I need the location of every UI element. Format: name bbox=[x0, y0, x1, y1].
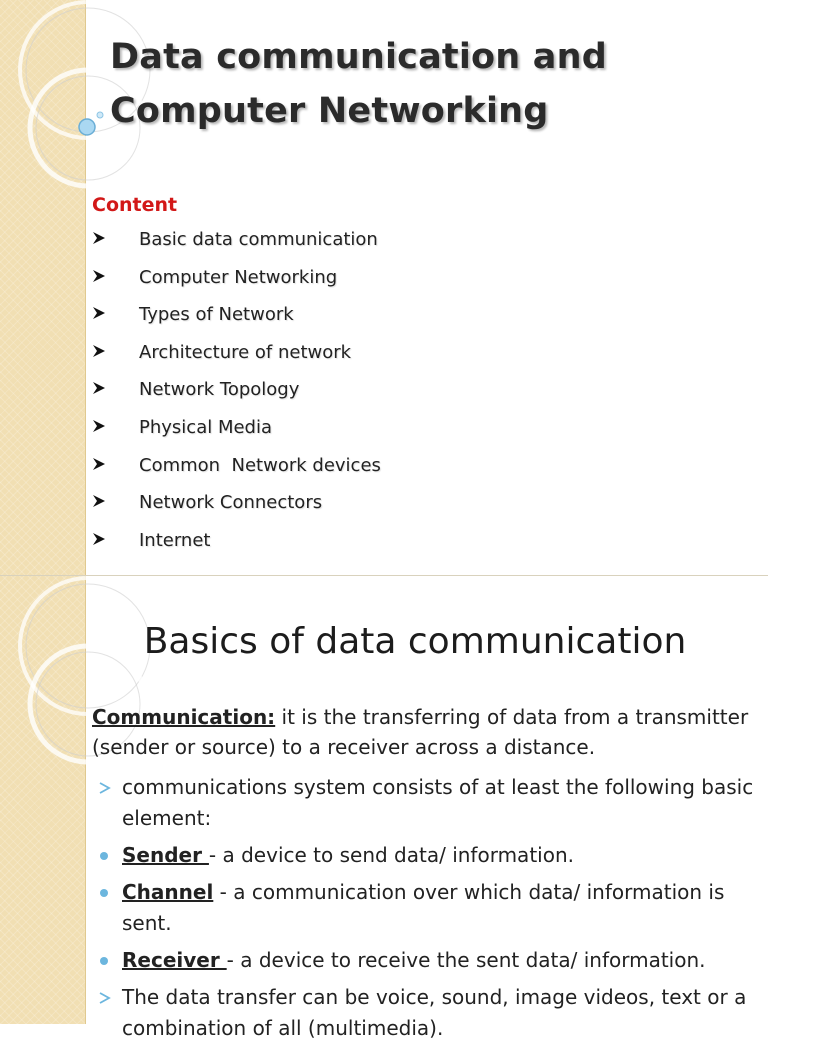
list-item-label: Types of Network bbox=[139, 304, 294, 326]
list-item bbox=[92, 840, 762, 871]
channel-term: Channel bbox=[122, 880, 214, 904]
list-item-label: Network Topology bbox=[139, 379, 300, 401]
list-item bbox=[92, 877, 762, 939]
channel-text: - a communication over which data/ information is sent. bbox=[122, 880, 725, 935]
list-item-label: Computer Networking bbox=[139, 266, 338, 288]
chevron-bullet-icon bbox=[98, 782, 110, 794]
chevron-bullet-icon bbox=[98, 992, 110, 1004]
arrowhead-bullet-icon bbox=[92, 419, 106, 433]
sender-text: - a device to send data/ information. bbox=[208, 843, 574, 867]
arrowhead-bullet-icon bbox=[92, 494, 106, 508]
list-item-label: Physical Media bbox=[139, 416, 273, 438]
content-heading: Content bbox=[92, 194, 178, 216]
list-item bbox=[92, 982, 762, 1044]
list-item-label: Internet bbox=[139, 529, 211, 551]
arrowhead-bullet-icon bbox=[92, 306, 106, 320]
slide-2 bbox=[0, 576, 768, 1040]
communication-term: Communication: bbox=[92, 705, 276, 729]
arrowhead-bullet-icon bbox=[92, 381, 106, 395]
element-list bbox=[92, 772, 762, 1050]
system-text: communications system consists of at least the following basic element: bbox=[122, 775, 754, 830]
list-item bbox=[92, 945, 762, 976]
arrowhead-bullet-icon bbox=[92, 231, 106, 245]
slide-divider bbox=[0, 575, 768, 576]
list-item-label: Network Connectors bbox=[139, 492, 323, 514]
dot-bullet-icon bbox=[100, 852, 108, 860]
list-item-label: Common Network devices bbox=[139, 454, 381, 476]
receiver-text: - a device to receive the sent data/ information. bbox=[226, 948, 706, 972]
title-line-2: Computer Networking bbox=[110, 91, 549, 131]
list-item bbox=[92, 772, 762, 834]
receiver-term: Receiver bbox=[122, 948, 227, 972]
communication-text: it is the transferring of data from a transmitter (sender or source) to a receiver across a distance. bbox=[92, 705, 749, 759]
communication-definition bbox=[92, 702, 762, 762]
title-line-1: Data communication and bbox=[110, 37, 607, 77]
sender-term: Sender bbox=[122, 843, 209, 867]
slide-title: Basics of data communication bbox=[143, 621, 687, 662]
arrowhead-bullet-icon bbox=[92, 269, 106, 283]
dot-bullet-icon bbox=[100, 957, 108, 965]
arrowhead-bullet-icon bbox=[92, 457, 106, 471]
list-item-label: Architecture of network bbox=[139, 341, 352, 363]
slide-title bbox=[110, 30, 607, 138]
arrowhead-bullet-icon bbox=[92, 532, 106, 546]
blue-dot-icon bbox=[79, 119, 95, 135]
arrowhead-bullet-icon bbox=[92, 344, 106, 358]
transfer-text: The data transfer can be voice, sound, image videos, text or a combination of all (multimedia). bbox=[122, 985, 747, 1040]
list-item-label: Basic data communication bbox=[139, 229, 378, 250]
dot-bullet-icon bbox=[100, 889, 108, 897]
